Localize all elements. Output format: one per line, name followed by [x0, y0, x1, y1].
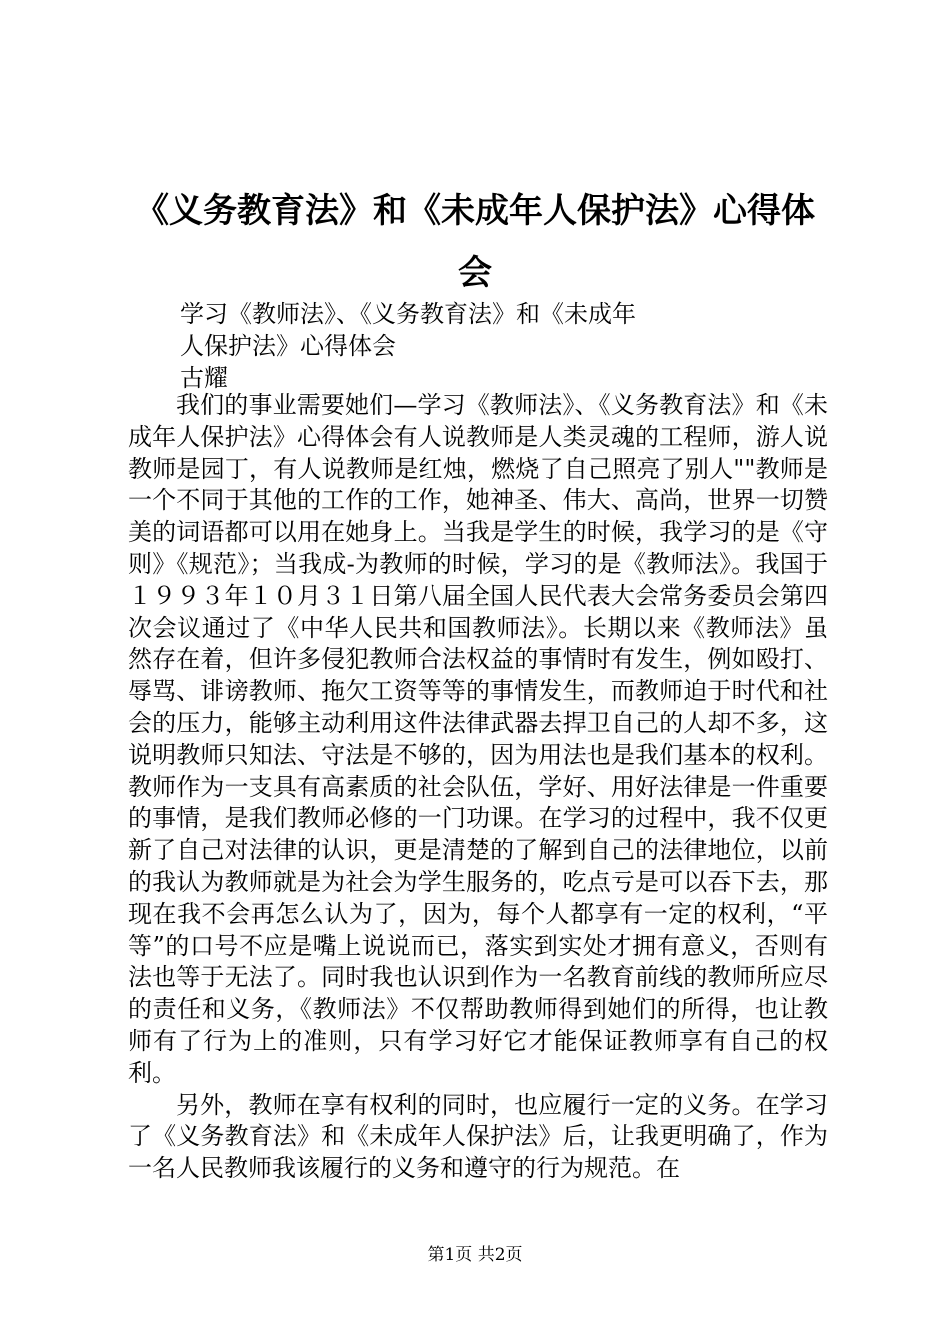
- subtitle-block: [180, 298, 740, 394]
- paragraph-1: 我们的事业需要她们—学习《教师法》、《义务教育法》和《未成年人保护法》心得体会有人说教师是人类灵魂的工程师，游人说教师是园丁，有人说教师是红烛，燃烧了自己照亮了别人""教师是一个不同于其他的工作的工作，她神圣、伟大、高尚，世界一切赞美的词语都可以用在她身上。当我是学生的时候，我学习的是《守则》《规范》；当我成-为教师的时候，学习的是《教师法》。我国于１９９３年１０月３１日第八届全国人民代表大会常务委员会第四次会议通过了《中华人民共和国教师法》。长期以来《教师法》虽然存在着，但许多侵犯教师合法权益的事情时有发生，例如殴打、辱骂、诽谤教师、拖欠工资等等的事情发生，而教师迫于时代和社会的压力，能够主动利用这件法律武器去捍卫自己的人却不多，这说明教师只知法、守法是不够的，因为用法也是我们基本的权利。教师作为一支具有高素质的社会队伍，学好、用好法律是一件重要的事情，是我们教师必修的一门功课。在学习的过程中，我不仅更新了自己对法律的认识，更是清楚的了解到自己的法律地位，以前的我认为教师就是为社会为学生服务的，吃点亏是可以吞下去，那现在我不会再怎么认为了，因为，每个人都享有一定的权利，“平等”的口号不应是嘴上说说而已，落实到实处才拥有意义，否则有法也等于无法了。同时我也认识到作为一名教育前线的教师所应尽的责任和义务，《教师法》不仅帮助教师得到她们的所得，也让教师有了行为上的准则，只有学习好它才能保证教师享有自己的权利。: [128, 391, 828, 1087]
- page-footer: 第1页 共2页: [427, 1245, 523, 1265]
- document-body: [128, 390, 828, 1185]
- document-title: 《义务教育法》和《未成年人保护法》心得体会: [135, 191, 815, 293]
- subtitle-line-1: 学习《教师法》、《义务教育法》和《未成年: [180, 300, 636, 328]
- author-name: 古耀: [180, 364, 228, 392]
- paragraph-2: 另外，教师在享有权利的同时，也应履行一定的义务。在学习了《义务教育法》和《未成年人保护法》后，让我更明确了，作为一名人民教师我该履行的义务和遵守的行为规范。在: [128, 1090, 828, 1183]
- subtitle-line-2: 人保护法》心得体会: [180, 332, 396, 360]
